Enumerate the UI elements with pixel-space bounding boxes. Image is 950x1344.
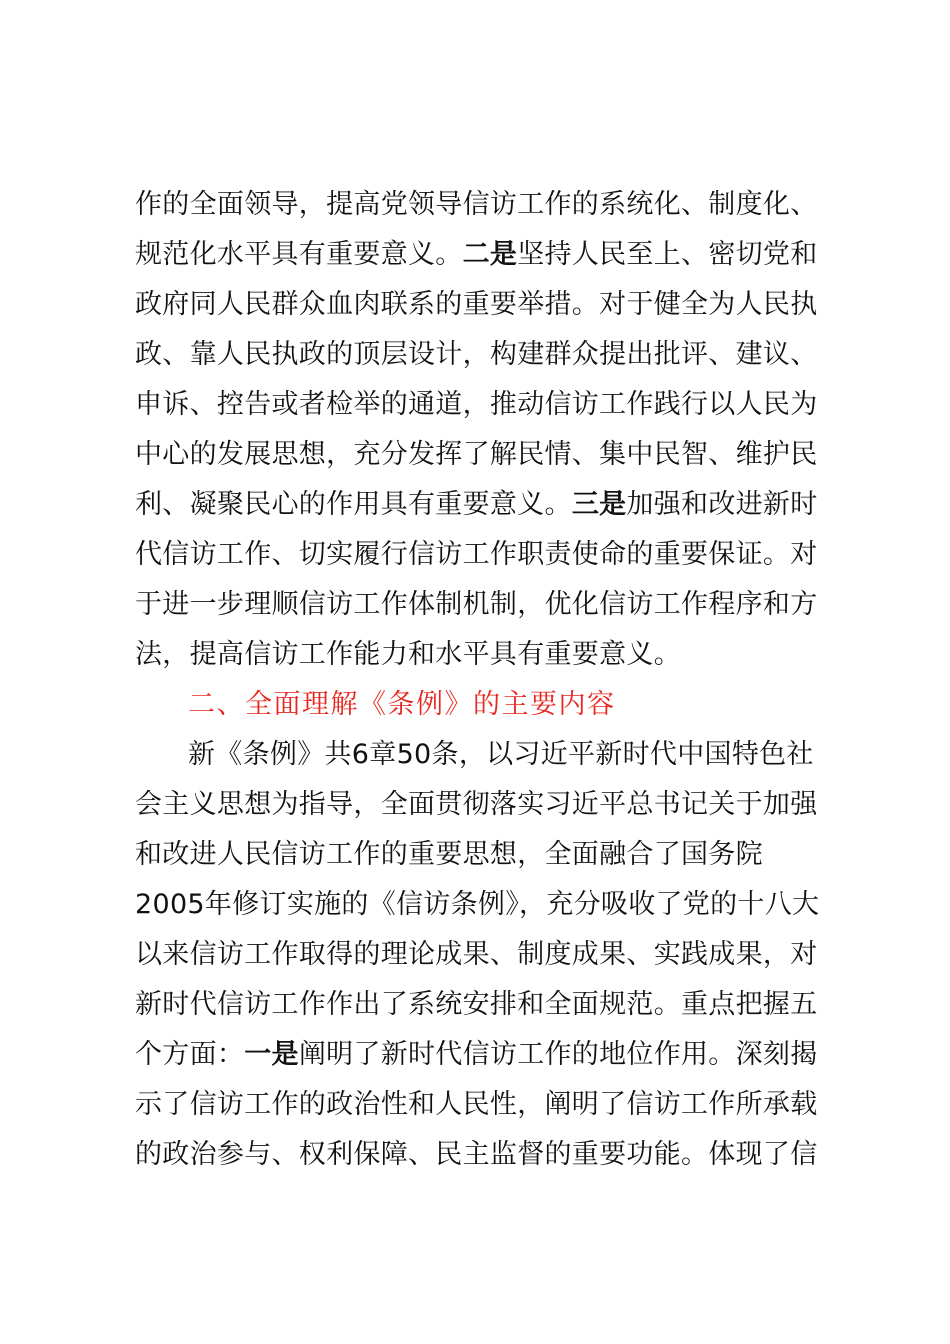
text-line [135,230,818,280]
text-segment: 阐明了新时代信访工作的地位作用。深刻揭 [298,1039,818,1070]
text-segment: 坚持人民至上、密切党和 [517,239,818,270]
text-line: 代信访工作、切实履行信访工作职责使命的重要保证。对 [135,539,818,570]
text-line: 以来信访工作取得的理论成果、制度成果、实践成果，对 [135,939,818,970]
text-line: 和改进人民信访工作的重要思想，全面融合了国务院 [135,839,763,870]
text-line: 作的全面领导，提高党领导信访工作的系统化、制度化、 [135,189,818,220]
text-line: 中心的发展思想，充分发挥了解民情、集中民智、维护民 [135,439,818,470]
text-line: 新《条例》共6章50条，以习近平新时代中国特色社 [188,739,814,770]
bold-marker: 三是 [571,489,627,520]
text-line: 会主义思想为指导，全面贯彻落实习近平总书记关于加强 [135,789,818,820]
text-line: 的政治参与、权利保障、民主监督的重要功能。体现了信 [135,1139,818,1170]
text-line: 于进一步理顺信访工作体制机制，优化信访工作程序和方 [135,589,818,620]
text-line: 法，提高信访工作能力和水平具有重要意义。 [135,639,681,670]
text-segment: 利、凝聚民心的作用具有重要意义。 [135,489,572,520]
text-line: 示了信访工作的政治性和人民性，阐明了信访工作所承载 [135,1089,818,1120]
text-line: 新时代信访工作作出了系统安排和全面规范。重点把握五 [135,989,818,1020]
text-line: 2005年修订实施的《信访条例》，充分吸收了党的十八大 [135,889,820,920]
text-segment: 加强和改进新时 [626,489,818,520]
text-line: 政、靠人民执政的顶层设计，构建群众提出批评、建议、 [135,339,818,370]
text-line: 申诉、控告或者检举的通道，推动信访工作践行以人民为 [135,389,818,420]
text-segment: 规范化水平具有重要意义。 [135,239,463,270]
bold-marker: 二是 [462,239,518,270]
bold-marker: 一是 [244,1039,299,1070]
section-heading: 二、全面理解《条例》的主要内容 [188,689,616,720]
text-line [135,480,818,530]
text-line: 政府同人民群众血肉联系的重要举措。对于健全为人民执 [135,289,818,320]
text-segment: 个方面： [135,1039,245,1070]
text-line [135,1030,818,1080]
